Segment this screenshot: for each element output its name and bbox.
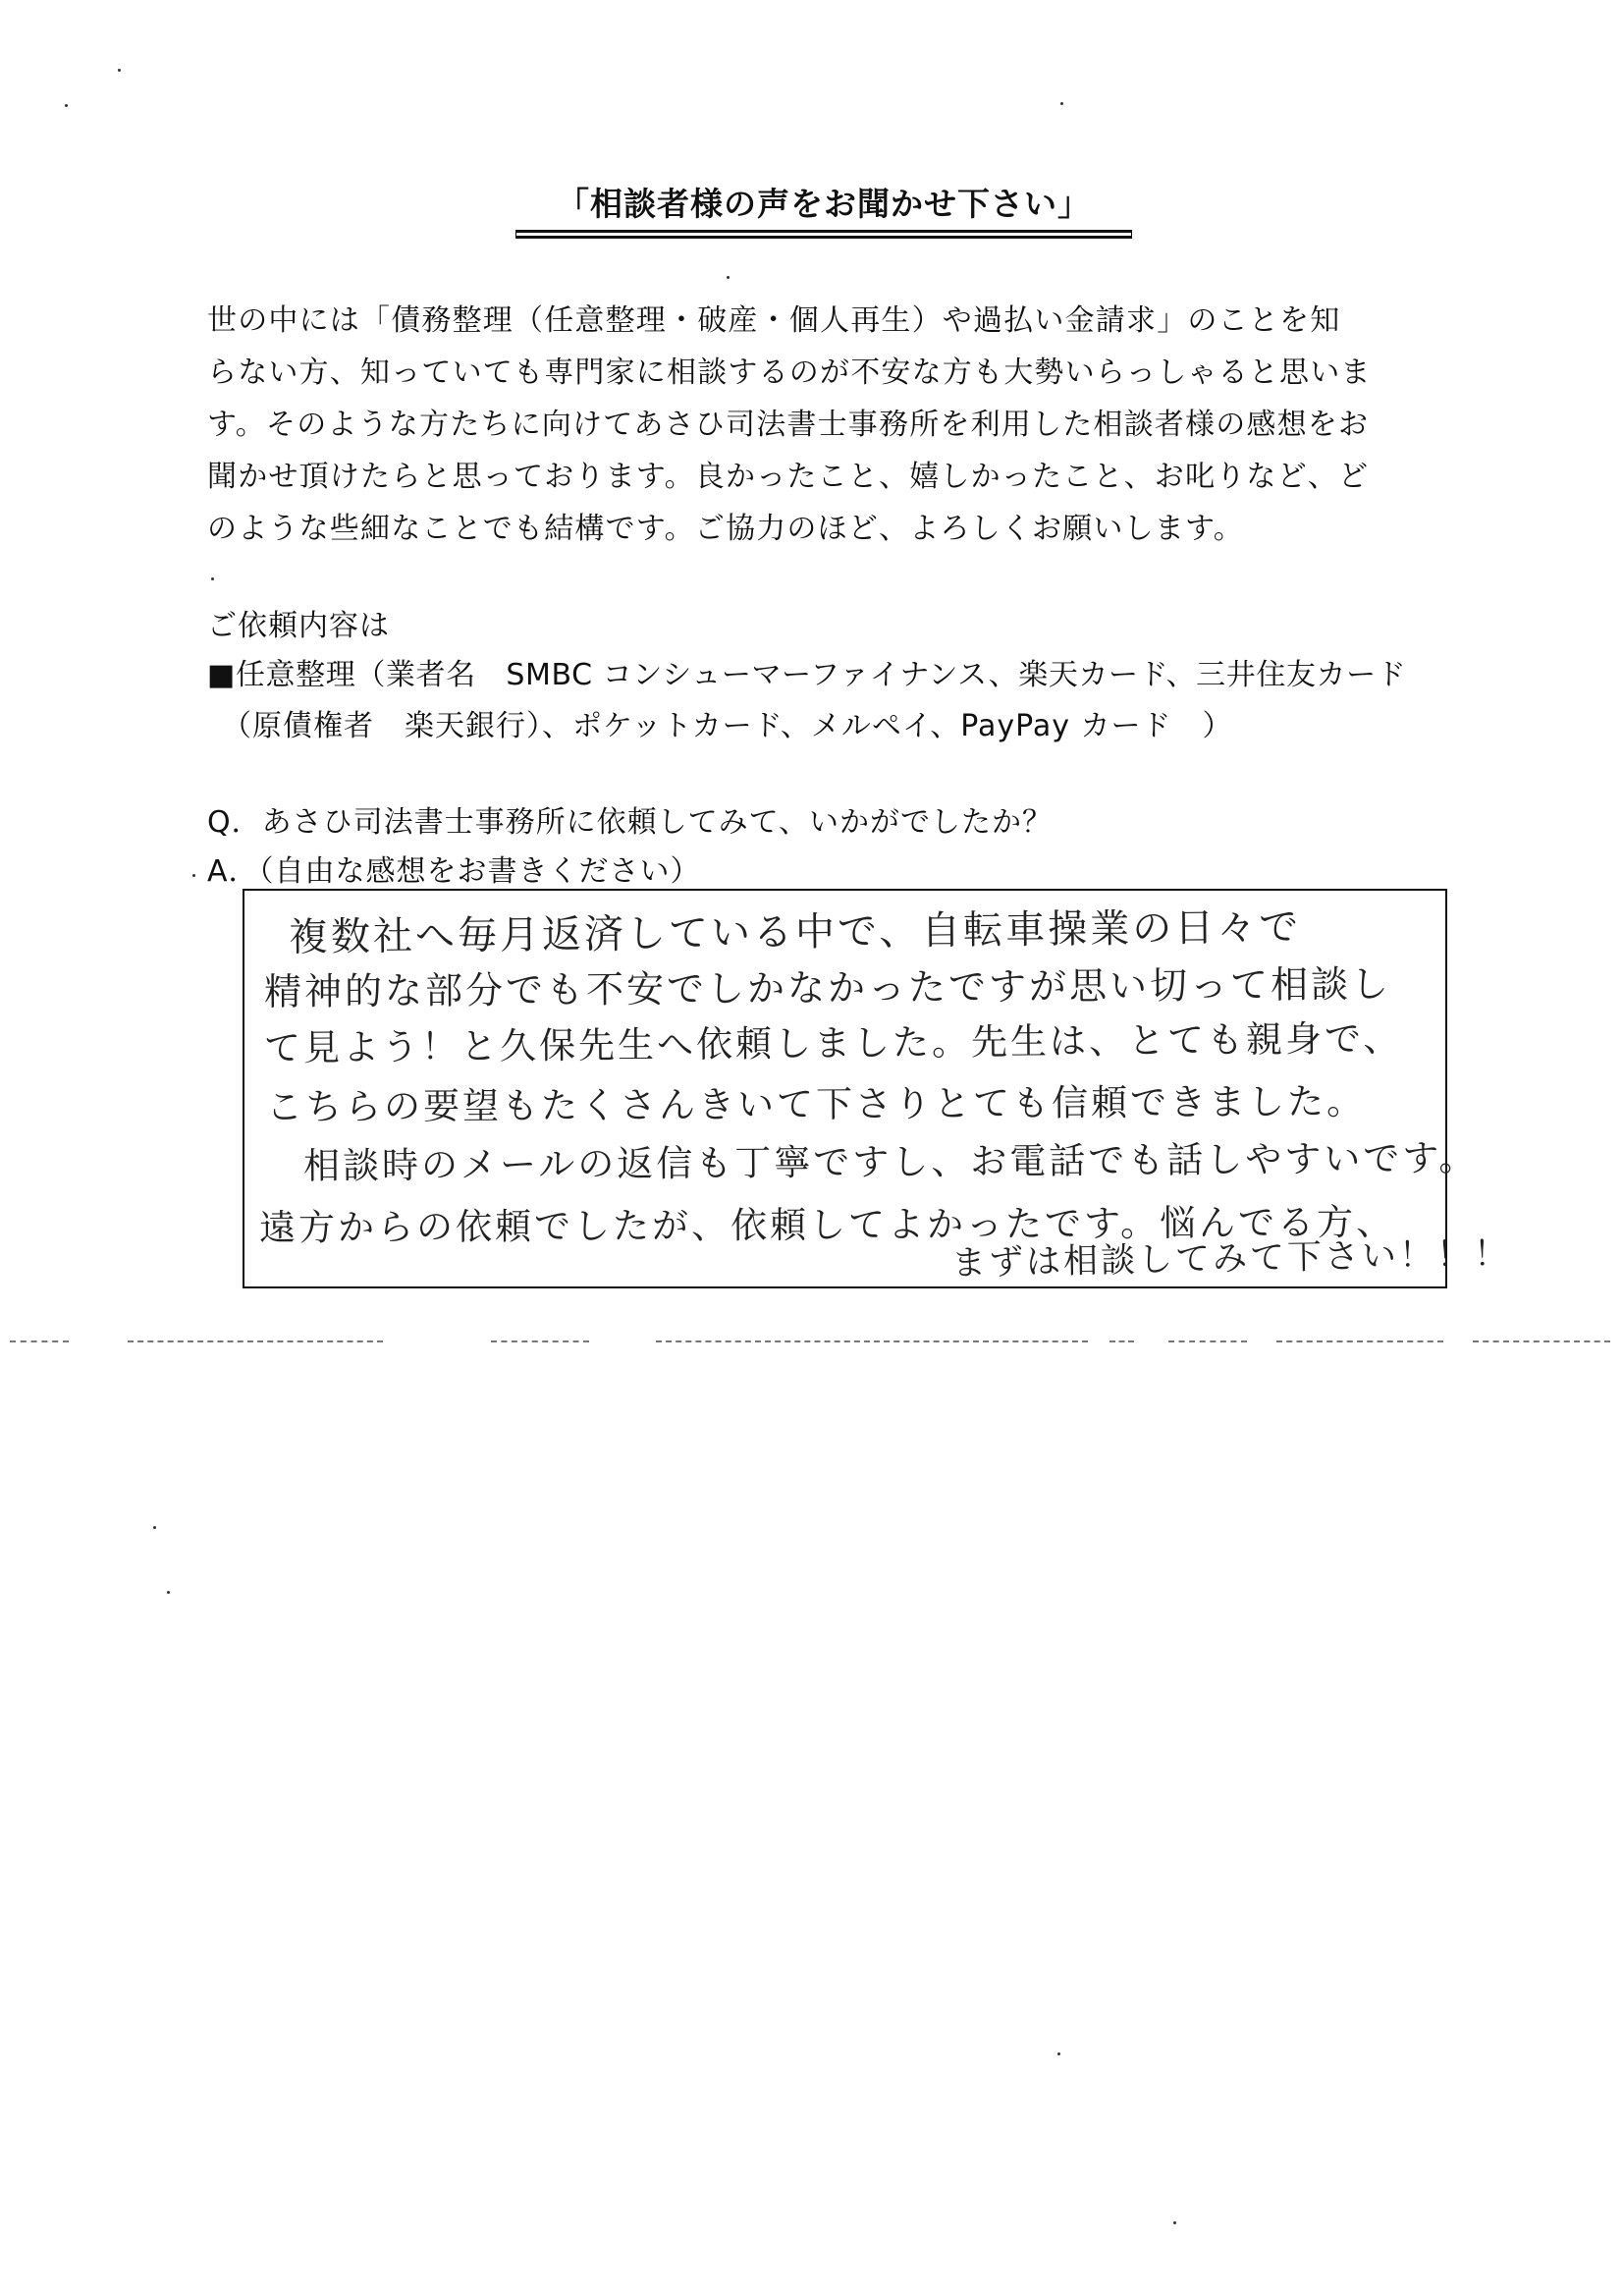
scan-artifact [1276, 1340, 1443, 1342]
scan-artifact [128, 1340, 383, 1342]
intro-line: 世の中には「債務整理（任意整理・破産・個人再生）や過払い金請求」のことを知 [207, 303, 1341, 338]
intro-line: らない方、知っていても専門家に相談するのが不安な方も大勢いらっしゃると思いま [207, 355, 1372, 390]
scan-speck [727, 276, 730, 279]
answer-box [243, 889, 1512, 1288]
scan-artifact [1168, 1340, 1247, 1342]
scan-artifact [1109, 1340, 1134, 1342]
scan-speck [211, 577, 214, 580]
scan-speck [1173, 2221, 1176, 2224]
handwritten-line: まずは相談してみて下さい！！！ [950, 1234, 1512, 1284]
scan-artifact [491, 1340, 589, 1342]
intro-paragraph [207, 295, 1454, 555]
request-line-1: ■任意整理（業者名 SMBC コンシューマーファイナンス、楽天カード、三井住友カード [207, 658, 1407, 692]
answer-label: A．（自由な感想をお書きください） [207, 854, 701, 889]
scan-speck [1057, 2052, 1060, 2055]
handwritten-line: 精神的な部分でも不安でしかなかったですが思い切って相談し [263, 961, 1392, 1013]
scan-artifact [10, 1340, 69, 1342]
question-text: Q．あさひ司法書士事務所に依頼してみて、いかがでしたか？ [207, 805, 1054, 840]
scan-artifact [656, 1340, 1088, 1342]
page-title: 「相談者様の声をお聞かせ下さい」 [515, 183, 1132, 233]
request-line-2: （原債権者 楽天銀行）、ポケットカード、メルペイ、PayPay カード ） [222, 709, 1233, 743]
handwritten-line: て見よう！と久保先生へ依頼しました。先生は、とても親身で、 [263, 1016, 1403, 1069]
request-heading: ご依頼内容は [207, 609, 390, 643]
intro-line: 聞かせ頂けたらと思っております。良かったこと、嬉しかったこと、お叱りなど、ど [207, 460, 1370, 494]
scan-speck [153, 1526, 156, 1529]
handwritten-line: 遠方からの依頼でしたが、依頼してよかったです。悩んでる方、 [258, 1200, 1396, 1249]
intro-line: のような些細なことでも結構です。ご協力のほど、よろしくお願いします。 [207, 512, 1244, 546]
scan-artifact [1473, 1340, 1610, 1342]
scan-speck [192, 874, 195, 877]
intro-line: す。そのような方たちに向けてあさひ司法書士事務所を利用した相談者様の感想をお [207, 408, 1370, 442]
handwritten-line: こちらの要望もたくさんきいて下さりとても信頼できました。 [265, 1080, 1367, 1128]
handwritten-line: 相談時のメールの返信も丁寧ですし、お電話でも話しやすいです。 [302, 1136, 1479, 1187]
scan-speck [1060, 102, 1063, 105]
handwritten-line: 複数社へ毎月返済している中で、自転車操業の日々で [288, 904, 1302, 960]
scan-speck [65, 104, 68, 107]
scan-speck [118, 69, 121, 72]
scan-speck [167, 1591, 170, 1594]
